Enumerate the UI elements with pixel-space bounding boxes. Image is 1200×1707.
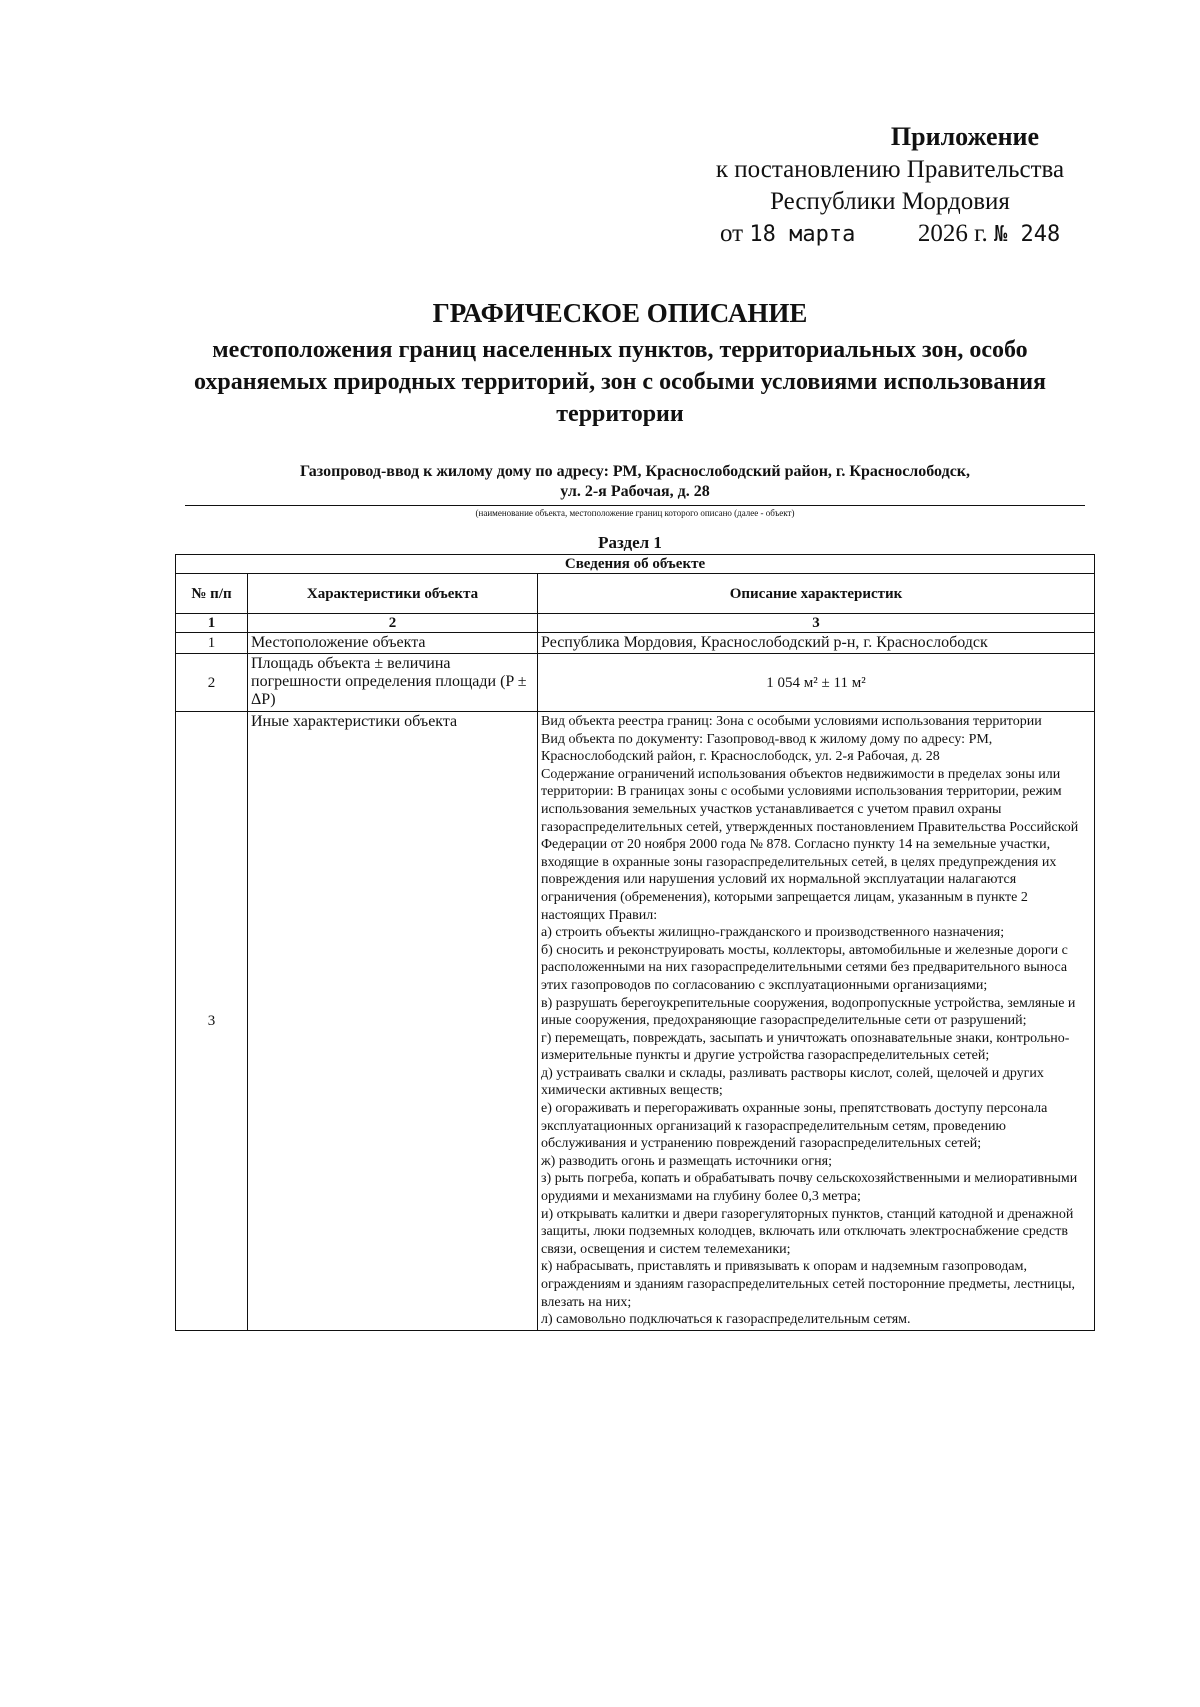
decree-date: 18 марта: [749, 222, 856, 247]
desc-line: а) строить объекты жилищно-гражданского и производственного назначения;: [541, 925, 1005, 941]
decree-year: 2026 г.: [917, 220, 988, 247]
row-description: Республика Мордовия, Краснослободский р-н, г. Краснослободск: [538, 633, 1095, 654]
desc-line: е) огораживать и перегораживать охранные зоны, препятствовать доступу персонала эксплуатационных организаций к газораспределительным сетям, проведению обслуживания и устранению повреждений газораспределительных сетей;: [541, 1101, 1048, 1152]
desc-line: д) устраивать свалки и склады, разливать растворы кислот, солей, щелочей и других химически активных веществ;: [541, 1065, 1044, 1099]
header-description: Описание характеристик: [538, 574, 1095, 614]
desc-line: ж) разводить огонь и размещать источники огня;: [541, 1153, 832, 1169]
col-number-1: 1: [176, 614, 248, 633]
desc-line: Содержание ограничений использования объектов недвижимости в пределах зоны или территории: В границах зоны с особыми условиями использования территории, режим использования земельных участков устанавливается с учетом правил охраны газораспределительных сетей, утвержденных постановлением Правительства Российской Федерации от 20 ноября 2000 года № 878. Согласно пункту 14 на земельные участки, входящие в охранные зоны газораспределительных сетей, в целях предупреждения их повреждения или нарушения условий их нормальной эксплуатации налагаются ограничения (обременения), которыми запрещается лицам, указанным в пункте 2 настоящих Правил:: [541, 766, 1079, 923]
desc-line: в) разрушать берегоукрепительные сооружения, водопропускные устройства, земляные и иные сооружения, предохраняющие газораспределительные сети от разрушений;: [541, 995, 1076, 1029]
decree-number: № 248: [994, 222, 1061, 247]
row-num: 2: [176, 654, 248, 712]
appendix-block: [680, 120, 1100, 251]
desc-line: б) сносить и реконструировать мосты, коллекторы, автомобильные и железные дороги с расположенными на них газораспределительными сетями без предварительного выноса этих газопроводов по согласованию с эксплуатационными организациями;: [541, 942, 1068, 993]
object-name-line-2: ул. 2-я Рабочая, д. 28: [560, 483, 710, 500]
object-name: [185, 462, 1085, 502]
row-description: 1 054 м² ± 11 м²: [538, 654, 1095, 712]
row-num: 3: [176, 712, 248, 1331]
table-row: [176, 654, 1095, 712]
section-label: Раздел 1: [598, 533, 662, 552]
row-characteristic: Местоположение объекта: [248, 633, 538, 654]
header-characteristic: Характеристики объекта: [248, 574, 538, 614]
row-characteristic: Площадь объекта ± величина погрешности определения площади (P ± ΔP): [248, 654, 538, 712]
row-description: [538, 712, 1095, 1331]
desc-line: и) открывать калитки и двери газорегуляторных пунктов, станций катодной и дренажной защиты, люки подземных колодцев, включать или отключать электроснабжение средств связи, освещения и систем телемеханики;: [541, 1206, 1074, 1257]
column-number-row: [176, 614, 1095, 633]
appendix-title: Приложение: [890, 122, 1040, 151]
desc-line: Вид объекта по документу: Газопровод-ввод к жилому дому по адресу: РМ, Краснослободский район, г. Краснослободск, ул. 2-я Рабочая, д. 28: [541, 731, 993, 765]
header-num: № п/п: [176, 574, 248, 614]
object-caption: (наименование объекта, местоположение границ которого описано (далее - объект): [475, 508, 795, 518]
desc-line: л) самовольно подключаться к газораспределительным сетям.: [541, 1312, 911, 1328]
col-number-2: 2: [248, 614, 538, 633]
row-characteristic: Иные характеристики объекта: [248, 712, 538, 1331]
col-number-3: 3: [538, 614, 1095, 633]
desc-line: Вид объекта реестра границ: Зона с особыми условиями использования территории: [541, 714, 1042, 729]
row-num: 1: [176, 633, 248, 654]
desc-line: к) набрасывать, приставлять и привязывать к опорам и надземным газопроводам, ограждениям и зданиям газораспределительных сетей посторонние предметы, лестницы, влезать на них;: [541, 1259, 1076, 1310]
object-name-line-1: Газопровод-ввод к жилому дому по адресу: РМ, Краснослободский район, г. Краснослободск,: [299, 463, 971, 480]
desc-line: г) перемещать, повреждать, засыпать и уничтожать опознавательные знаки, контрольно-измерительные пункты и другие устройства газораспределительных сетей;: [541, 1030, 1070, 1064]
table-title-row: [176, 555, 1095, 574]
table-row: [176, 712, 1095, 1331]
appendix-line-1: к постановлению Правительства: [715, 156, 1065, 183]
object-underline: [185, 505, 1085, 506]
document-subtitle: местоположения границ населенных пунктов, территориальных зон, особо охраняемых природных территорий, зон с особыми условиями использования территории: [193, 337, 1047, 427]
appendix-date-row: [680, 218, 1100, 251]
table-title: Сведения об объекте: [176, 555, 1095, 574]
appendix-line-2: Республики Мордовия: [770, 188, 1010, 215]
desc-line: з) рыть погреба, копать и обрабатывать почву сельскохозяйственными и мелиоративными орудиями и механизмами на глубину более 0,3 метра;: [541, 1171, 1078, 1205]
table-header-row: [176, 574, 1095, 614]
document-title: ГРАФИЧЕСКОЕ ОПИСАНИЕ: [432, 298, 808, 328]
table-row: [176, 633, 1095, 654]
object-info-table: [175, 554, 1095, 1331]
date-prefix: от: [720, 220, 744, 247]
